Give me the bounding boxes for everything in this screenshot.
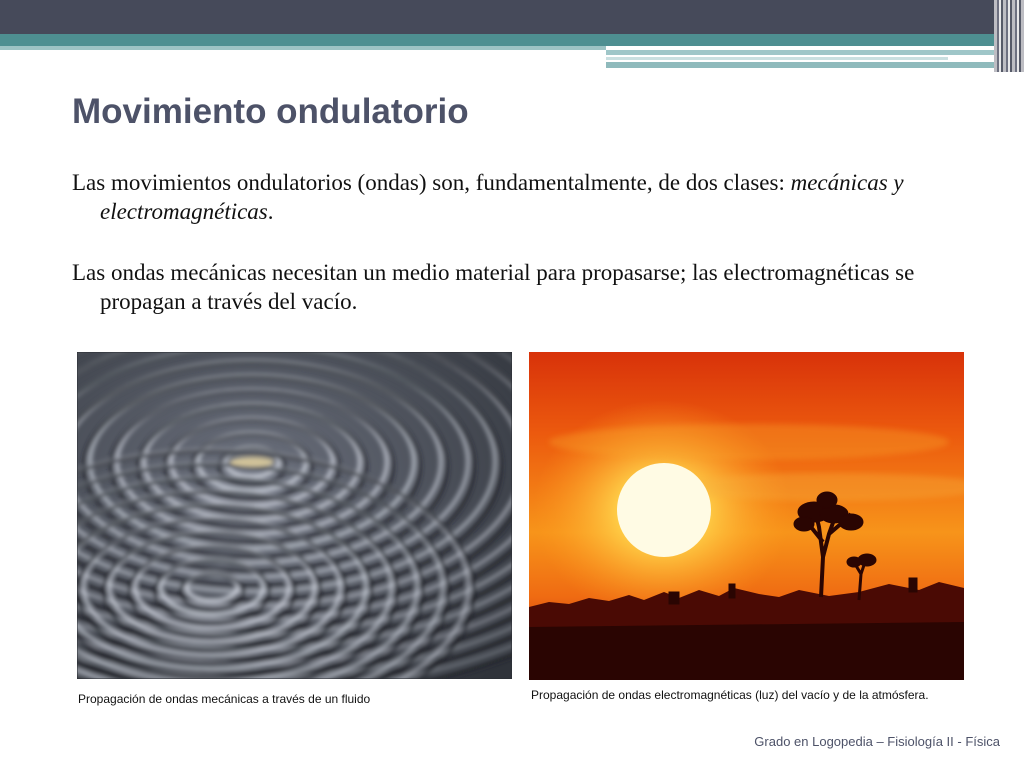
- paragraph-text: Las movimientos ondulatorios (ondas) son, fundamentalmente, de dos clases:: [72, 170, 791, 195]
- footer-course: Grado en Logopedia – Fisiología II - Física: [754, 734, 1000, 749]
- header-teal-accent: [0, 46, 606, 50]
- paragraph-wave-types: [72, 168, 940, 226]
- sunset-image: [529, 352, 964, 680]
- header-line: [606, 57, 948, 60]
- header-stripes: [994, 0, 1024, 72]
- paragraph-propagation: Las ondas mecánicas necesitan un medio material para propasarse; las electromagnéticas se propagan a través del vacío.: [72, 260, 915, 314]
- header-line: [606, 50, 998, 55]
- header-teal-bar: [0, 34, 1024, 46]
- caption-sunset: Propagación de ondas electromagnéticas (luz) del vacío y de la atmósfera.: [531, 688, 929, 702]
- slide-title: Movimiento ondulatorio: [72, 92, 469, 131]
- caption-water: Propagación de ondas mecánicas a través de un fluido: [78, 692, 371, 706]
- water-ripples-image: [77, 352, 512, 679]
- header-dark-bar: [0, 0, 1024, 34]
- paragraph-text-end: .: [267, 199, 274, 224]
- paragraph-emphasis: mecánicas y electromagnéticas: [100, 170, 904, 224]
- header-line: [606, 62, 998, 68]
